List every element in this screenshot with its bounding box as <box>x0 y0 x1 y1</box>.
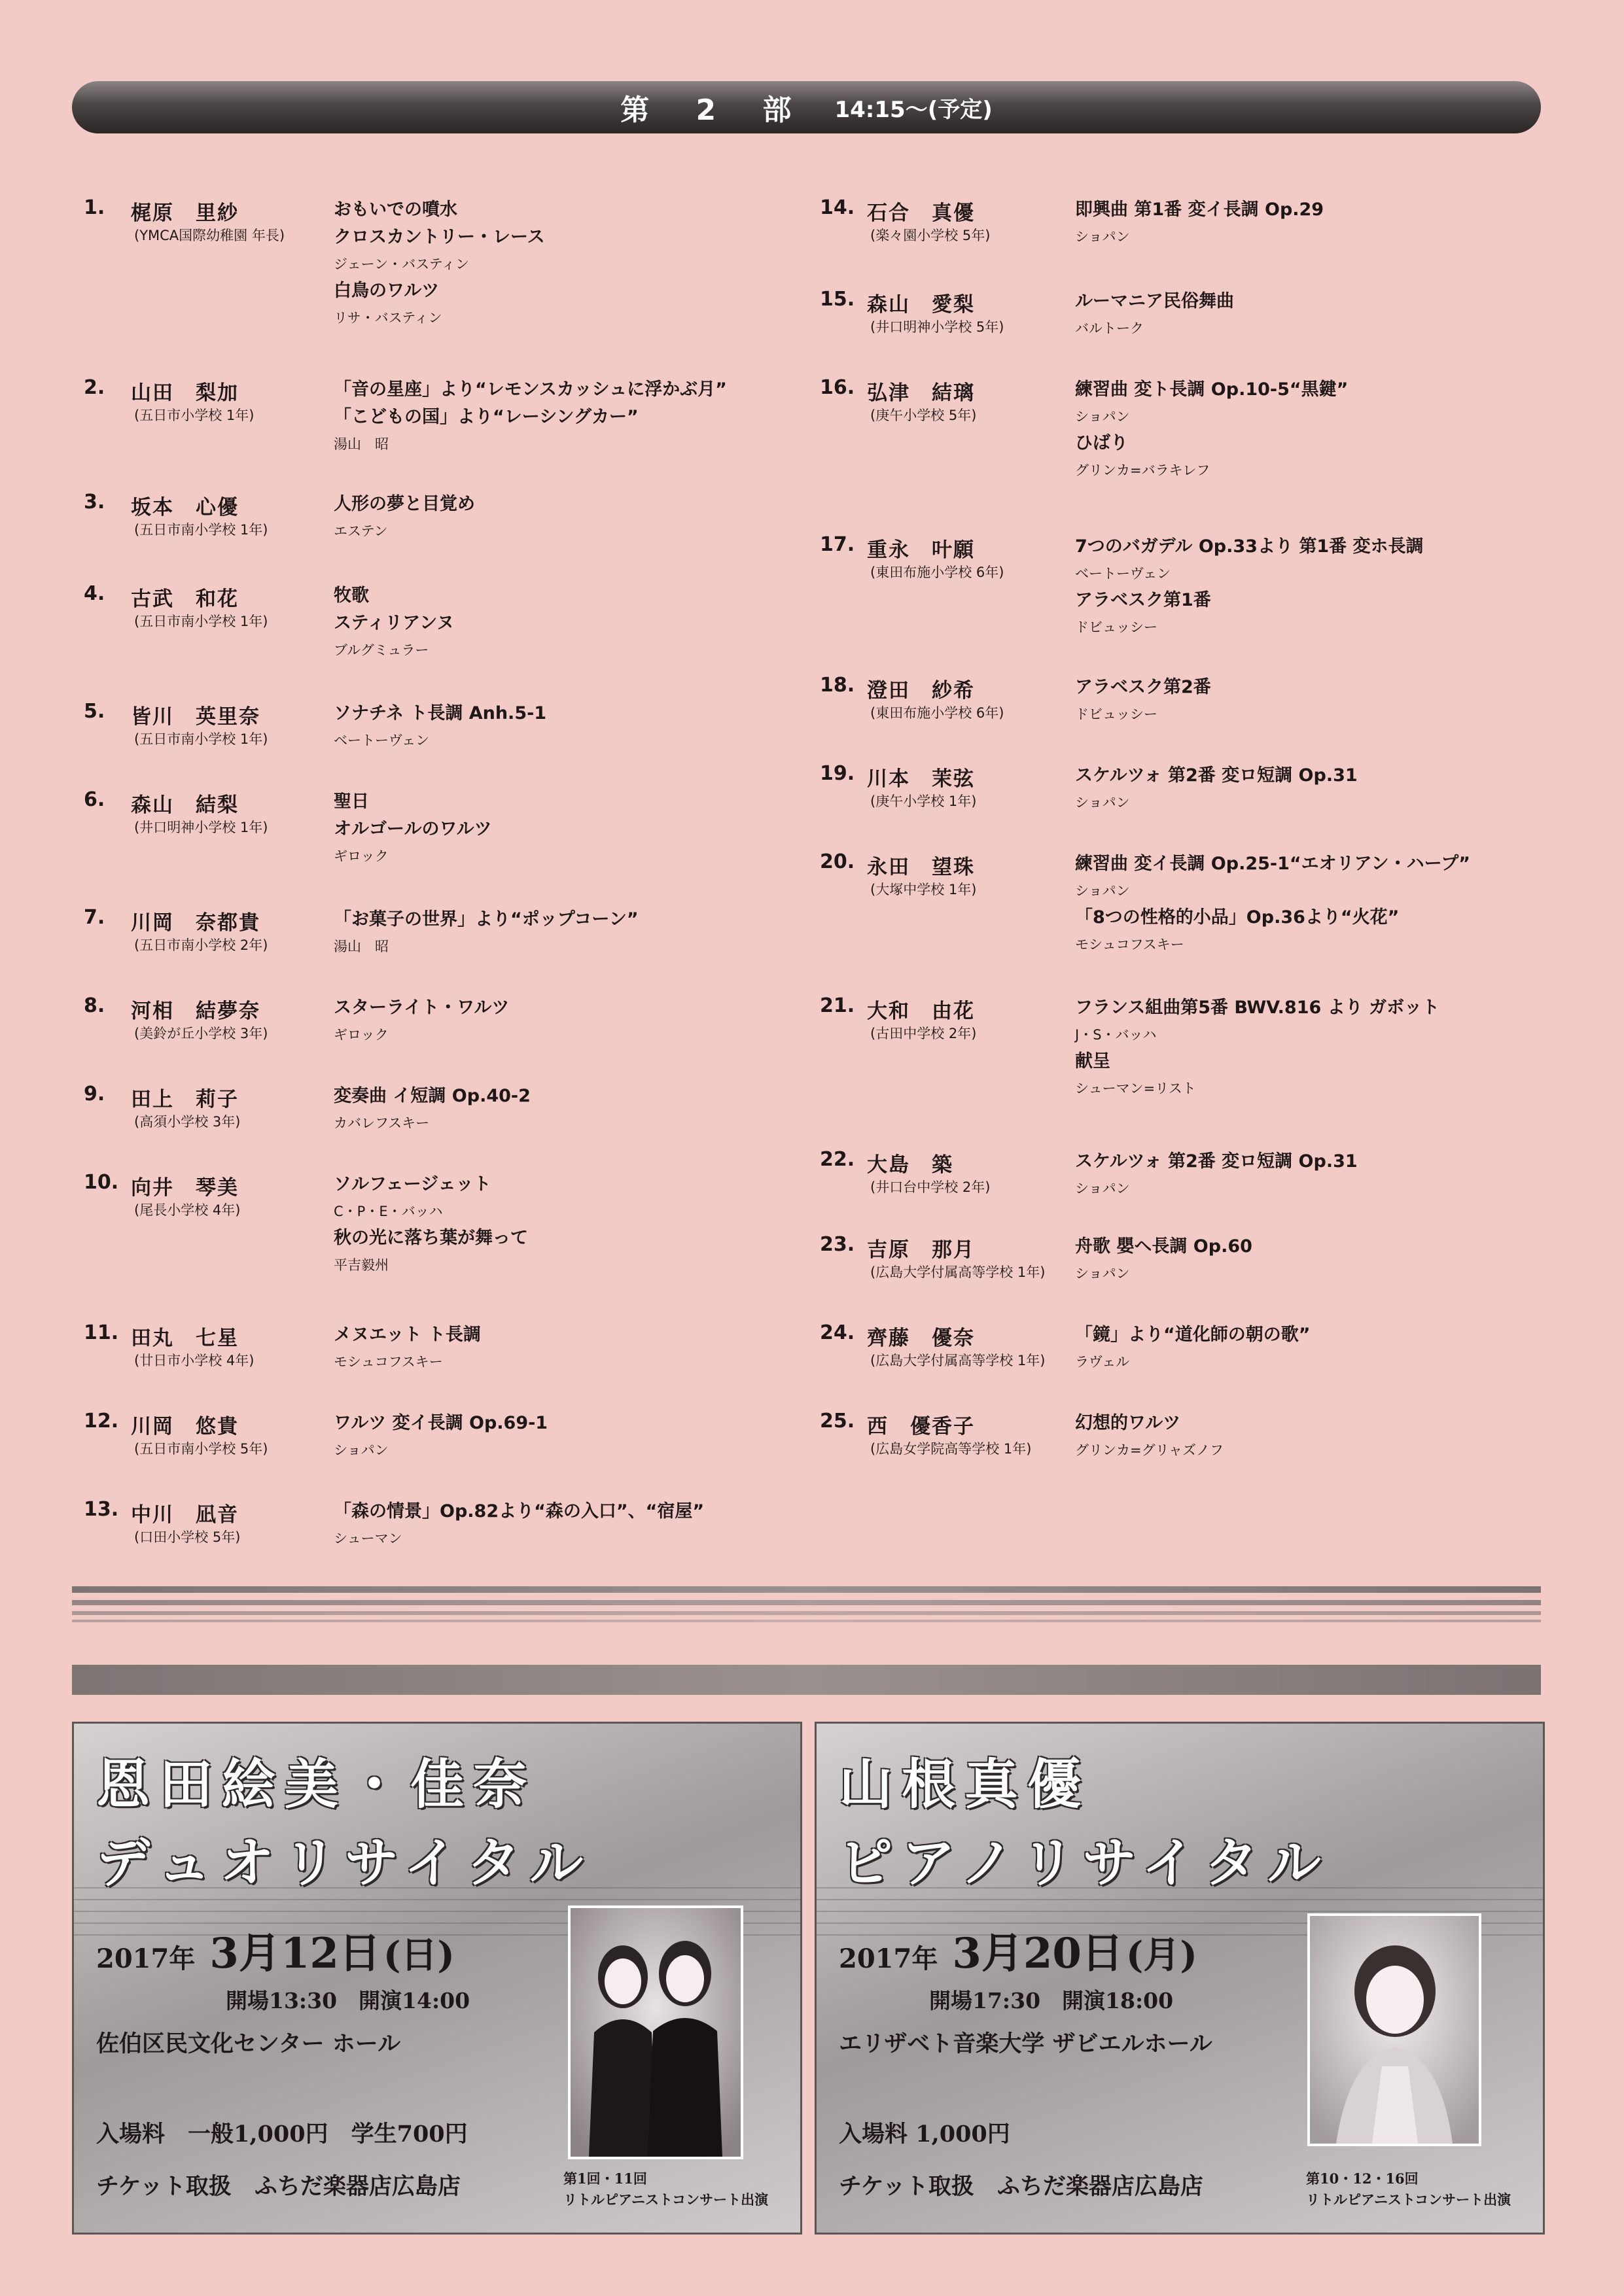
performer-name: 森山 結梨 <box>131 793 239 817</box>
piece-title: 舟歌 嬰ヘ長調 Op.60 <box>1075 1236 1252 1257</box>
piece-title: おもいでの噴水 <box>334 200 457 220</box>
performer-name: 中川 凪音 <box>131 1503 239 1527</box>
recital-year: 2017年 <box>839 1943 938 1974</box>
entry-number: 14. <box>820 196 855 219</box>
performer-school: (五日市南小学校 1年) <box>134 731 268 747</box>
composer-name: 平吉毅州 <box>334 1257 389 1273</box>
performer-name: 澄田 紗希 <box>867 679 975 703</box>
performer-school: (廿日市小学校 4年) <box>134 1353 255 1368</box>
piece-title: スケルツォ 第2番 変ロ短調 Op.31 <box>1075 765 1358 786</box>
piece-title: 献呈 <box>1075 1051 1110 1071</box>
part-start-time: 14:15〜(予定) <box>834 96 993 123</box>
performer-photo <box>568 1905 743 2159</box>
performer-school: (東田布施小学校 6年) <box>870 705 1004 721</box>
entry-works <box>1075 533 1533 640</box>
program-entry <box>808 533 1521 684</box>
piece-title: 練習曲 変ト長調 Op.10-5“黒鍵” <box>1075 379 1349 400</box>
composer-name: グリンカ=グリャズノフ <box>1075 1442 1224 1458</box>
performer-name: 森山 愛梨 <box>867 293 975 317</box>
composer-name: J・S・バッハ <box>1075 1027 1157 1043</box>
composer-name: ショパン <box>334 1442 389 1458</box>
program-entry <box>808 994 1521 1145</box>
performer-school: (五日市南小学校 2年) <box>134 937 268 953</box>
performer-school: (美鈴が丘小学校 3年) <box>134 1026 268 1041</box>
entry-works <box>334 994 792 1048</box>
performer-name: 田丸 七星 <box>131 1327 239 1350</box>
performer-school: (大塚中学校 1年) <box>870 882 977 897</box>
entry-works <box>1075 994 1533 1102</box>
composer-name: グリンカ=バラキレフ <box>1075 462 1210 478</box>
entry-works <box>334 582 792 663</box>
performer-name: 川岡 悠貴 <box>131 1415 239 1438</box>
piece-title: 人形の夢と目覚め <box>334 494 475 514</box>
performer-school: (庚午小学校 5年) <box>870 408 977 423</box>
entry-number: 9. <box>84 1083 105 1105</box>
performer-name: 大和 由花 <box>867 1000 975 1023</box>
composer-name: カバレフスキー <box>334 1115 430 1131</box>
piece-title: 秋の光に落ち葉が舞って <box>334 1228 528 1248</box>
recital-subtitle: ピアノリサイタル <box>839 1832 1330 1894</box>
recital-month-day: 3月12日 <box>209 1929 381 1978</box>
composer-name: モシュコフスキー <box>334 1354 443 1370</box>
piece-title: 「お菓子の世界」より“ポップコーン” <box>334 909 639 930</box>
composer-name: ラヴェル <box>1075 1354 1130 1370</box>
piece-title: 「森の情景」Op.82より“森の入口”、“宿屋” <box>334 1501 705 1522</box>
composer-name: ショパン <box>1075 1181 1130 1196</box>
composer-name: ベートーヴェン <box>334 733 430 748</box>
divider-stripe <box>72 1600 1541 1605</box>
composer-name: ジェーン・バスティン <box>334 256 470 272</box>
piece-title: オルゴールのワルツ <box>334 819 492 839</box>
performer-school: (楽々園小学校 5年) <box>870 228 991 243</box>
entry-number: 22. <box>820 1148 855 1171</box>
piece-title: アラベスク第1番 <box>1075 590 1211 610</box>
recital-times: 開場17:30 開演18:00 <box>929 1988 1174 2013</box>
performer-name: 田上 莉子 <box>131 1088 239 1111</box>
performer-school: (広島女学院高等学校 1年) <box>870 1441 1032 1457</box>
composer-name: ドビュッシー <box>1075 706 1157 722</box>
entry-works <box>1075 762 1533 816</box>
entry-works <box>1075 674 1533 727</box>
performer-school: (五日市南小学校 1年) <box>134 614 268 629</box>
recital-weekday: (月) <box>1125 1934 1197 1977</box>
performer-school: (五日市小学校 1年) <box>134 408 255 423</box>
entry-number: 23. <box>820 1233 855 1256</box>
performer-name: 吉原 那月 <box>867 1238 975 1262</box>
piece-title: スターライト・ワルツ <box>334 998 510 1018</box>
program-entry <box>808 376 1521 527</box>
entry-number: 6. <box>84 788 105 811</box>
entry-works <box>1075 288 1533 341</box>
piece-title: 牧歌 <box>334 585 369 606</box>
recital-ticket: チケット取扱 ふちだ楽器店広島店 <box>96 2173 461 2200</box>
photo-caption-line1: 第1回・11回 <box>563 2170 647 2187</box>
performer-school: (庚午小学校 1年) <box>870 793 977 809</box>
piece-title: 「こどもの国」より“レーシングカー” <box>334 407 639 427</box>
composer-name: 湯山 昭 <box>334 939 389 954</box>
entry-works <box>1075 1233 1533 1287</box>
composer-name: ショパン <box>1075 795 1130 810</box>
piece-title: 「音の星座」より“レモンスカッシュに浮かぶ月” <box>334 379 727 400</box>
recital-ticket: チケット取扱 ふちだ楽器店広島店 <box>839 2173 1203 2200</box>
recital-date <box>96 1920 455 1980</box>
piece-title: ソナチネ ト長調 Anh.5-1 <box>334 703 547 723</box>
entry-works <box>1075 196 1533 250</box>
photo-caption-line1: 第10・12・16回 <box>1306 2170 1419 2187</box>
performer-name: 古武 和花 <box>131 587 239 611</box>
entry-works <box>1075 1321 1533 1375</box>
program-entry <box>808 1410 1521 1560</box>
performer-name: 山田 梨加 <box>131 381 239 405</box>
entry-number: 3. <box>84 491 105 513</box>
entry-number: 19. <box>820 762 855 785</box>
recital-times: 開場13:30 開演14:00 <box>226 1988 470 2013</box>
entry-number: 12. <box>84 1410 119 1433</box>
piece-title: 練習曲 変イ長調 Op.25-1“エオリアン・ハープ” <box>1075 854 1470 874</box>
entry-works <box>334 1498 792 1552</box>
performer-school: (五日市南小学校 5年) <box>134 1441 268 1457</box>
piece-title: 変奏曲 イ短調 Op.40-2 <box>334 1086 531 1106</box>
recital-subtitle: デュオリサイタル <box>96 1832 593 1894</box>
entry-works <box>1075 1410 1533 1463</box>
entry-works <box>334 788 792 869</box>
performer-name: 石合 真優 <box>867 201 975 225</box>
piece-title: ワルツ 変イ長調 Op.69-1 <box>334 1413 548 1433</box>
composer-name: ドビュッシー <box>1075 619 1157 635</box>
piece-title: スティリアンヌ <box>334 613 455 633</box>
photo-caption-line2: リトルピアニストコンサート出演 <box>563 2191 769 2208</box>
performer-school: (尾長小学校 4年) <box>134 1202 241 1218</box>
piece-title: 即興曲 第1番 変イ長調 Op.29 <box>1075 200 1324 220</box>
program-entry <box>72 1498 785 1648</box>
entry-number: 15. <box>820 288 855 311</box>
program-entry <box>72 1171 785 1321</box>
divider-stripe <box>72 1611 1541 1615</box>
performer-name: 西 優香子 <box>867 1415 975 1438</box>
entry-number: 25. <box>820 1410 855 1433</box>
recital-title: 山根真優 <box>839 1753 1091 1816</box>
entry-number: 2. <box>84 376 105 399</box>
recital-price: 入場料 1,000円 <box>839 2121 1010 2148</box>
performer-school: (東田布施小学校 6年) <box>870 565 1004 580</box>
entry-number: 21. <box>820 994 855 1017</box>
performer-school: (高須小学校 3年) <box>134 1114 241 1130</box>
composer-name: シューマン <box>334 1531 402 1546</box>
entry-works <box>334 1171 792 1278</box>
recital-ad-duo <box>72 1722 802 2235</box>
recital-title: 恩田絵美・佳奈 <box>96 1753 537 1816</box>
entry-number: 8. <box>84 994 105 1017</box>
performer-school: (広島大学付属高等学校 1年) <box>870 1264 1046 1280</box>
composer-name: ベートーヴェン <box>1075 566 1171 582</box>
piece-title: ひばり <box>1075 433 1128 453</box>
entry-works <box>1075 850 1533 958</box>
performer-school: (口田小学校 5年) <box>134 1529 241 1545</box>
photo-caption <box>1306 2168 1511 2210</box>
composer-name: バルトーク <box>1075 321 1144 336</box>
entry-works <box>334 376 792 457</box>
performer-school: (古田中学校 2年) <box>870 1026 977 1041</box>
piece-title: クロスカントリー・レース <box>334 227 545 247</box>
composer-name: モシュコフスキー <box>1075 937 1184 952</box>
entry-number: 18. <box>820 674 855 697</box>
performer-name: 重永 叶願 <box>867 538 975 562</box>
piece-title: ソルフェージェット <box>334 1174 491 1194</box>
performer-school: (YMCA国際幼稚園 年長) <box>134 228 285 243</box>
part-title: 第 2 部 <box>620 94 810 127</box>
entry-works <box>1075 1148 1533 1202</box>
composer-name: ショパン <box>1075 409 1130 425</box>
performer-school: (井口明神小学校 5年) <box>870 319 1004 335</box>
entry-number: 10. <box>84 1171 119 1194</box>
performer-school: (井口明神小学校 1年) <box>134 820 268 835</box>
divider-stripe <box>72 1586 1541 1593</box>
composer-name: 湯山 昭 <box>334 436 389 452</box>
piece-title: スケルツォ 第2番 変ロ短調 Op.31 <box>1075 1151 1358 1172</box>
composer-name: ブルグミュラー <box>334 642 429 658</box>
performer-name: 大島 築 <box>867 1153 953 1177</box>
piece-title: ルーマニア民俗舞曲 <box>1075 291 1234 311</box>
composer-name: ギロック <box>334 848 389 864</box>
performer-name: 皆川 英里奈 <box>131 705 260 729</box>
composer-name: ギロック <box>334 1027 389 1043</box>
composer-name: ショパン <box>1075 229 1130 245</box>
performer-name: 川本 茉弦 <box>867 767 975 791</box>
entry-number: 7. <box>84 906 105 929</box>
recital-price: 入場料 一般1,000円 学生700円 <box>96 2121 468 2148</box>
recital-weekday: (日) <box>383 1934 455 1977</box>
piece-title: 幻想的ワルツ <box>1075 1413 1181 1433</box>
entry-works <box>334 700 792 754</box>
performer-name: 向井 琴美 <box>131 1176 239 1200</box>
performer-photo <box>1307 1913 1481 2146</box>
entry-number: 5. <box>84 700 105 723</box>
program-entry <box>72 196 785 347</box>
recital-date <box>839 1920 1197 1980</box>
entry-number: 20. <box>820 850 855 873</box>
entry-number: 11. <box>84 1321 119 1344</box>
divider-stripe <box>72 1665 1541 1695</box>
composer-name: ショパン <box>1075 1266 1130 1281</box>
entry-works <box>334 906 792 960</box>
recital-venue: 佐伯区民文化センター ホール <box>96 2030 401 2057</box>
entry-number: 4. <box>84 582 105 605</box>
recital-year: 2017年 <box>96 1943 196 1974</box>
recital-ad-piano <box>815 1722 1545 2235</box>
piece-title: 「8つの性格的小品」Op.36より“火花” <box>1075 907 1400 928</box>
piece-title: アラベスク第2番 <box>1075 677 1211 697</box>
performer-name: 川岡 奈都貴 <box>131 911 260 935</box>
piece-title: 白鳥のワルツ <box>334 281 440 301</box>
photo-caption-line2: リトルピアニストコンサート出演 <box>1306 2191 1511 2208</box>
performer-name: 梶原 里紗 <box>131 201 239 225</box>
performer-name: 河相 結夢奈 <box>131 1000 260 1023</box>
piece-title: フランス組曲第5番 BWV.816 より ガボット <box>1075 998 1440 1018</box>
entry-works <box>334 491 792 544</box>
entry-number: 24. <box>820 1321 855 1344</box>
recital-month-day: 3月20日 <box>952 1929 1123 1978</box>
performer-name: 齊藤 優奈 <box>867 1327 975 1350</box>
entry-number: 16. <box>820 376 855 399</box>
entry-number: 17. <box>820 533 855 556</box>
entry-works <box>334 1321 792 1375</box>
entry-works <box>334 1083 792 1136</box>
photo-caption <box>563 2168 768 2210</box>
performer-name: 弘津 結璃 <box>867 381 975 405</box>
composer-name: エステン <box>334 523 388 539</box>
performer-name: 永田 望珠 <box>867 856 975 879</box>
recital-venue: エリザベト音楽大学 ザビエルホール <box>839 2030 1212 2057</box>
part-header-bar <box>72 81 1541 133</box>
entry-number: 13. <box>84 1498 119 1521</box>
piece-title: 7つのバガデル Op.33より 第1番 変ホ長調 <box>1075 536 1424 557</box>
performer-school: (井口台中学校 2年) <box>870 1179 991 1195</box>
composer-name: ショパン <box>1075 883 1130 899</box>
composer-name: リサ・バスティン <box>334 310 442 326</box>
composer-name: シューマン=リスト <box>1075 1081 1196 1096</box>
entry-works <box>1075 376 1533 483</box>
performer-school: (広島大学付属高等学校 1年) <box>870 1353 1046 1368</box>
entry-works <box>334 1410 792 1463</box>
performer-name: 坂本 心優 <box>131 496 239 519</box>
piece-title: 聖日 <box>334 791 369 812</box>
program-entry <box>808 850 1521 1001</box>
entry-number: 1. <box>84 196 105 219</box>
performer-school: (五日市南小学校 1年) <box>134 522 268 538</box>
composer-name: C・P・E・バッハ <box>334 1204 443 1219</box>
piece-title: メヌエット ト長調 <box>334 1325 481 1345</box>
entry-works <box>334 196 792 331</box>
piece-title: 「鏡」より“道化師の朝の歌” <box>1075 1325 1311 1345</box>
divider-stripe <box>72 1620 1541 1622</box>
